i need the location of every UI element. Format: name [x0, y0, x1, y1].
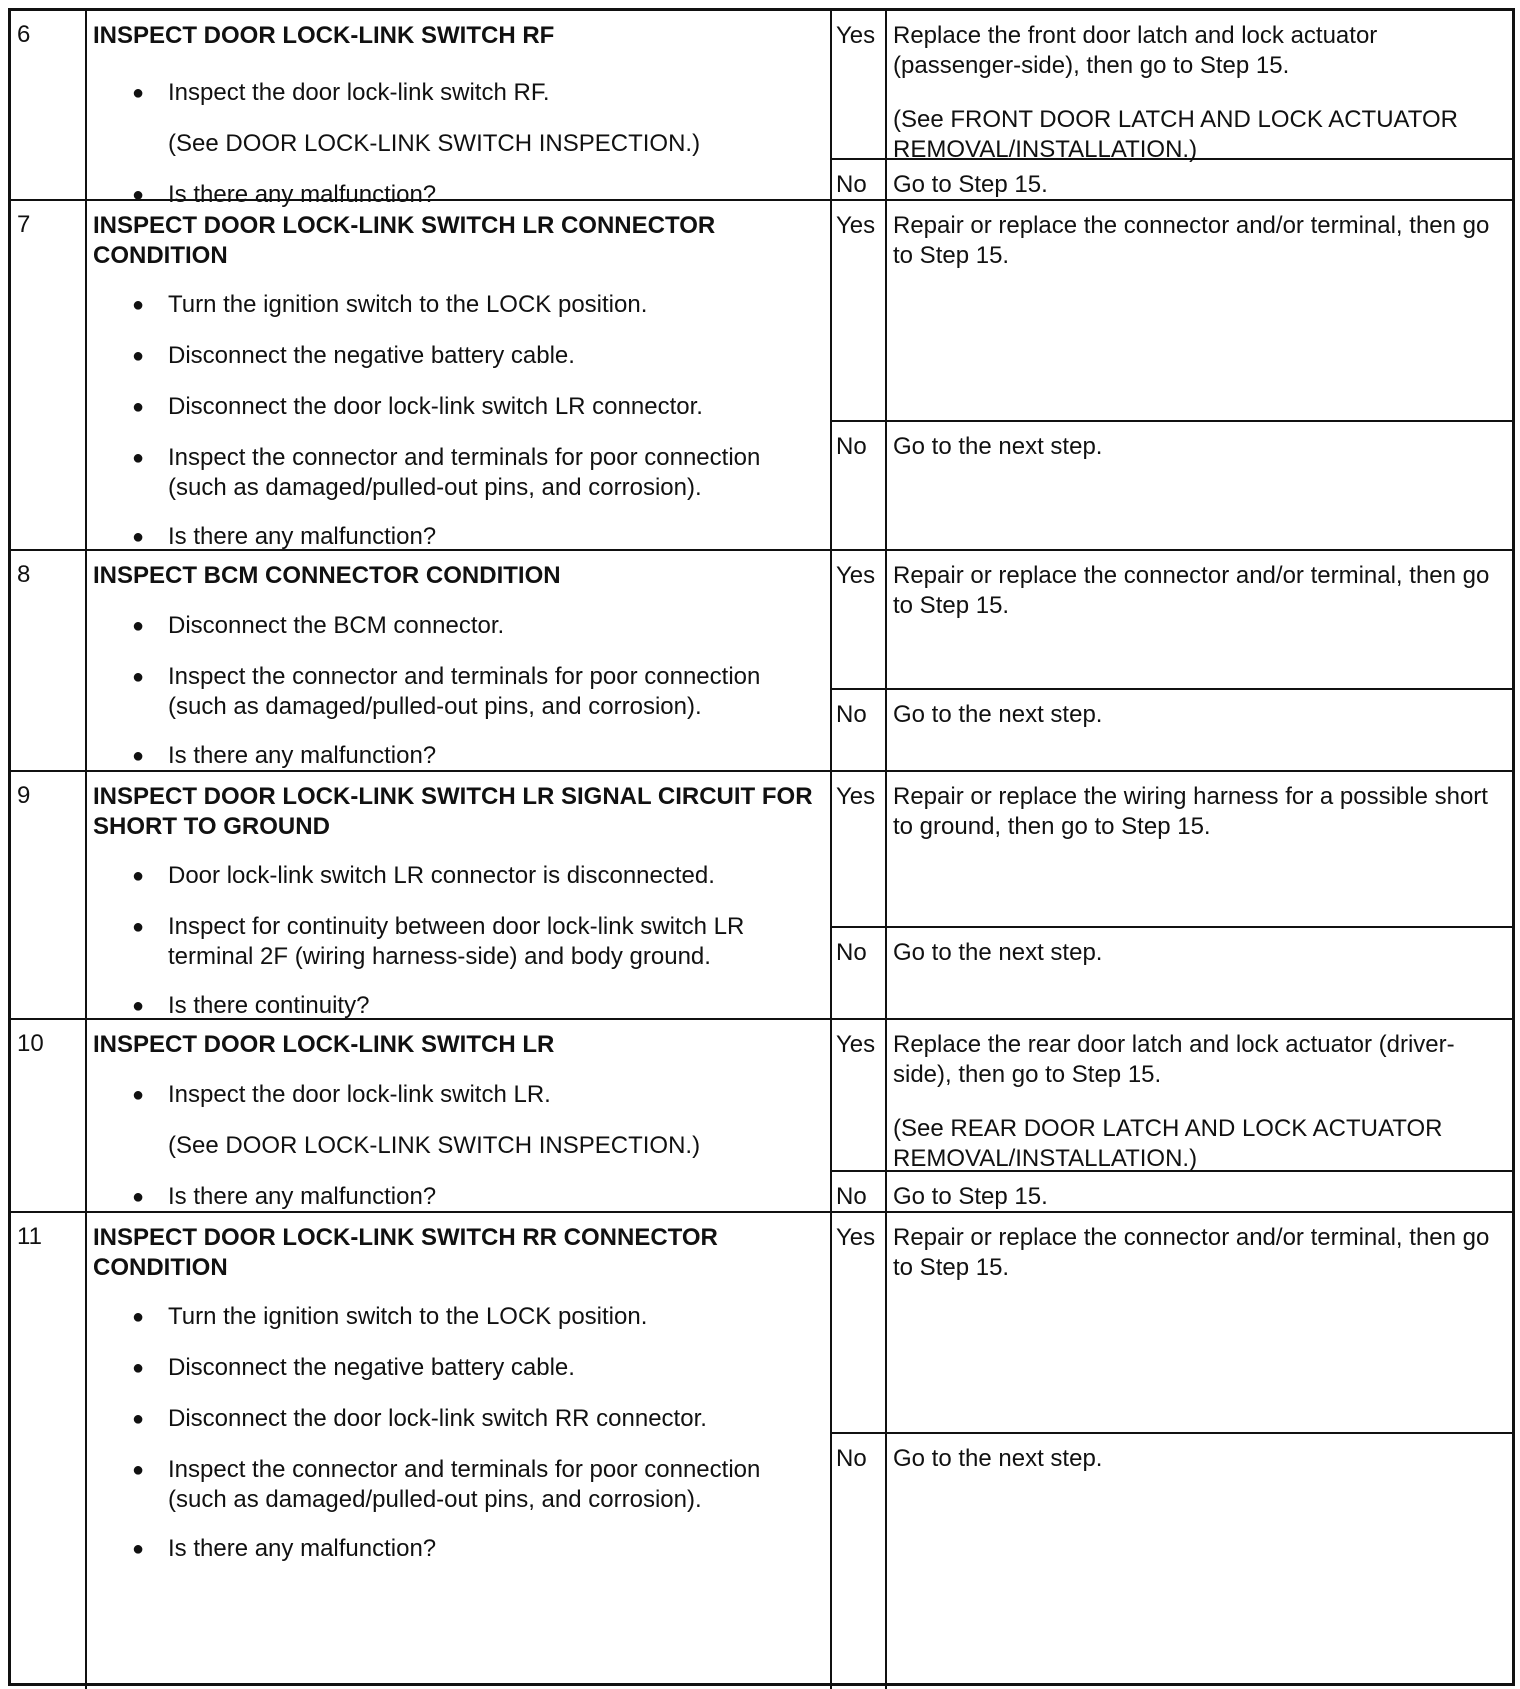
inspection-cell — [87, 1213, 832, 1689]
step-title: INSPECT BCM CONNECTOR CONDITION — [93, 562, 561, 589]
no-label: No — [832, 160, 887, 199]
yes-action — [887, 201, 1512, 295]
step-title: INSPECT DOOR LOCK-LINK SWITCH RR CONNECTOR CONDITION — [93, 1224, 718, 1281]
yes-label: Yes — [832, 1020, 887, 1170]
bullet-item: ● Inspect the connector and terminals for poor connection (such as damaged/pulled-out pins, and corrosion). — [168, 443, 808, 503]
action-text: Repair or replace the connector and/or terminal, then go to Step 15. — [893, 1224, 1490, 1281]
bullet-item: ● Is there any malfunction? — [168, 741, 808, 771]
bullet-item: ● Inspect the door lock-link switch LR. — [168, 1080, 808, 1110]
no-result-cell — [832, 928, 1512, 1018]
inspection-cell — [87, 1020, 832, 1211]
action-text: Go to Step 15. — [893, 1183, 1048, 1210]
inspection-cell — [87, 11, 832, 208]
step-number: 10 — [11, 1020, 87, 1211]
action-text: Go to Step 15. — [893, 171, 1048, 198]
yes-result-cell — [832, 551, 1512, 690]
bullet-item: ● Is there any malfunction? — [168, 180, 808, 210]
yes-result-cell — [832, 1020, 1512, 1172]
step-row — [11, 1020, 1512, 1213]
yes-label: Yes — [832, 201, 887, 420]
step-number: 7 — [11, 201, 87, 549]
step-row — [11, 1213, 1512, 1689]
no-result-cell — [832, 422, 1512, 549]
no-result-cell — [832, 690, 1512, 770]
no-action — [887, 928, 1512, 992]
yes-result-cell — [832, 201, 1512, 422]
bullet-item: ● Disconnect the door lock-link switch RR connector. — [168, 1404, 808, 1434]
inspection-cell — [87, 201, 832, 549]
yes-label: Yes — [832, 551, 887, 688]
bullet-item: ● Disconnect the BCM connector. — [168, 611, 808, 641]
action-text: Repair or replace the wiring harness for a possible short to ground, then go to Step 15. — [893, 783, 1488, 840]
reference-note: (See REAR DOOR LATCH AND LOCK ACTUATOR REMOVAL/INSTALLATION.) — [893, 1115, 1443, 1172]
no-label: No — [832, 1434, 887, 1689]
no-action — [887, 690, 1512, 754]
no-result-cell — [832, 160, 1512, 199]
step-title: INSPECT DOOR LOCK-LINK SWITCH LR SIGNAL CIRCUIT FOR SHORT TO GROUND — [93, 783, 813, 840]
action-text: Repair or replace the connector and/or terminal, then go to Step 15. — [893, 562, 1490, 619]
bullet-item: ● Inspect the door lock-link switch RF. — [168, 78, 808, 108]
no-label: No — [832, 422, 887, 549]
yes-label: Yes — [832, 772, 887, 926]
step-row — [11, 551, 1512, 772]
step-number: 11 — [11, 1213, 87, 1689]
bullet-item: ● Is there continuity? — [168, 991, 808, 1021]
no-label: No — [832, 690, 887, 770]
step-number: 6 — [11, 11, 87, 199]
step-title: INSPECT DOOR LOCK-LINK SWITCH LR — [93, 1031, 555, 1058]
bullet-item: ● Is there any malfunction? — [168, 1182, 808, 1212]
bullet-item: ● Turn the ignition switch to the LOCK position. — [168, 1302, 808, 1332]
yes-action — [887, 1213, 1512, 1307]
reference-note: (See DOOR LOCK-LINK SWITCH INSPECTION.) — [168, 130, 701, 157]
inspection-cell — [87, 772, 832, 1018]
step-title: INSPECT DOOR LOCK-LINK SWITCH RF — [93, 22, 555, 49]
yes-label: Yes — [832, 1213, 887, 1432]
step-title: INSPECT DOOR LOCK-LINK SWITCH LR CONNECTOR CONDITION — [93, 212, 716, 269]
no-result-cell — [832, 1434, 1512, 1689]
bullet-item: ● Is there any malfunction? — [168, 522, 808, 552]
action-text: Go to the next step. — [893, 939, 1103, 966]
step-number: 9 — [11, 772, 87, 1018]
bullet-item: ● Inspect the connector and terminals for poor connection (such as damaged/pulled-out pins, and corrosion). — [168, 662, 808, 722]
yes-result-cell — [832, 1213, 1512, 1434]
action-text: Go to the next step. — [893, 433, 1103, 460]
no-action — [887, 422, 1512, 486]
action-text: Repair or replace the connector and/or terminal, then go to Step 15. — [893, 212, 1490, 269]
no-action — [887, 1434, 1512, 1498]
no-result-cell — [832, 1172, 1512, 1211]
bullet-item: ● Inspect the connector and terminals for poor connection (such as damaged/pulled-out pins, and corrosion). — [168, 1455, 808, 1515]
no-label: No — [832, 928, 887, 1018]
action-text: Go to the next step. — [893, 701, 1103, 728]
step-row — [11, 772, 1512, 1020]
yes-result-cell — [832, 11, 1512, 163]
bullet-item: ● Is there any malfunction? — [168, 1534, 808, 1564]
bullet-item: ● Disconnect the door lock-link switch LR connector. — [168, 392, 808, 422]
step-number: 8 — [11, 551, 87, 770]
bullet-item: ● Door lock-link switch LR connector is disconnected. — [168, 861, 808, 891]
inspection-cell — [87, 551, 832, 770]
step-row — [11, 201, 1512, 551]
bullet-item: ● Disconnect the negative battery cable. — [168, 341, 808, 371]
action-text: Replace the rear door latch and lock actuator (driver-side), then go to Step 15. — [893, 1031, 1455, 1088]
yes-action — [887, 772, 1512, 866]
action-text: Go to the next step. — [893, 1445, 1103, 1472]
step-row — [11, 11, 1512, 208]
bullet-item: ● Disconnect the negative battery cable. — [168, 1353, 808, 1383]
diagnostic-table — [8, 8, 1515, 1686]
reference-note: (See FRONT DOOR LATCH AND LOCK ACTUATOR REMOVAL/INSTALLATION.) — [893, 106, 1458, 163]
yes-label: Yes — [832, 11, 887, 158]
bullet-item: ● Turn the ignition switch to the LOCK position. — [168, 290, 808, 320]
reference-note: (See DOOR LOCK-LINK SWITCH INSPECTION.) — [168, 1132, 701, 1159]
bullet-item: ● Inspect for continuity between door lock-link switch LR terminal 2F (wiring harness-side) and body ground. — [168, 912, 808, 972]
yes-result-cell — [832, 772, 1512, 928]
no-label: No — [832, 1172, 887, 1211]
action-text: Replace the front door latch and lock actuator (passenger-side), then go to Step 15. — [893, 22, 1378, 79]
yes-action — [887, 551, 1512, 645]
